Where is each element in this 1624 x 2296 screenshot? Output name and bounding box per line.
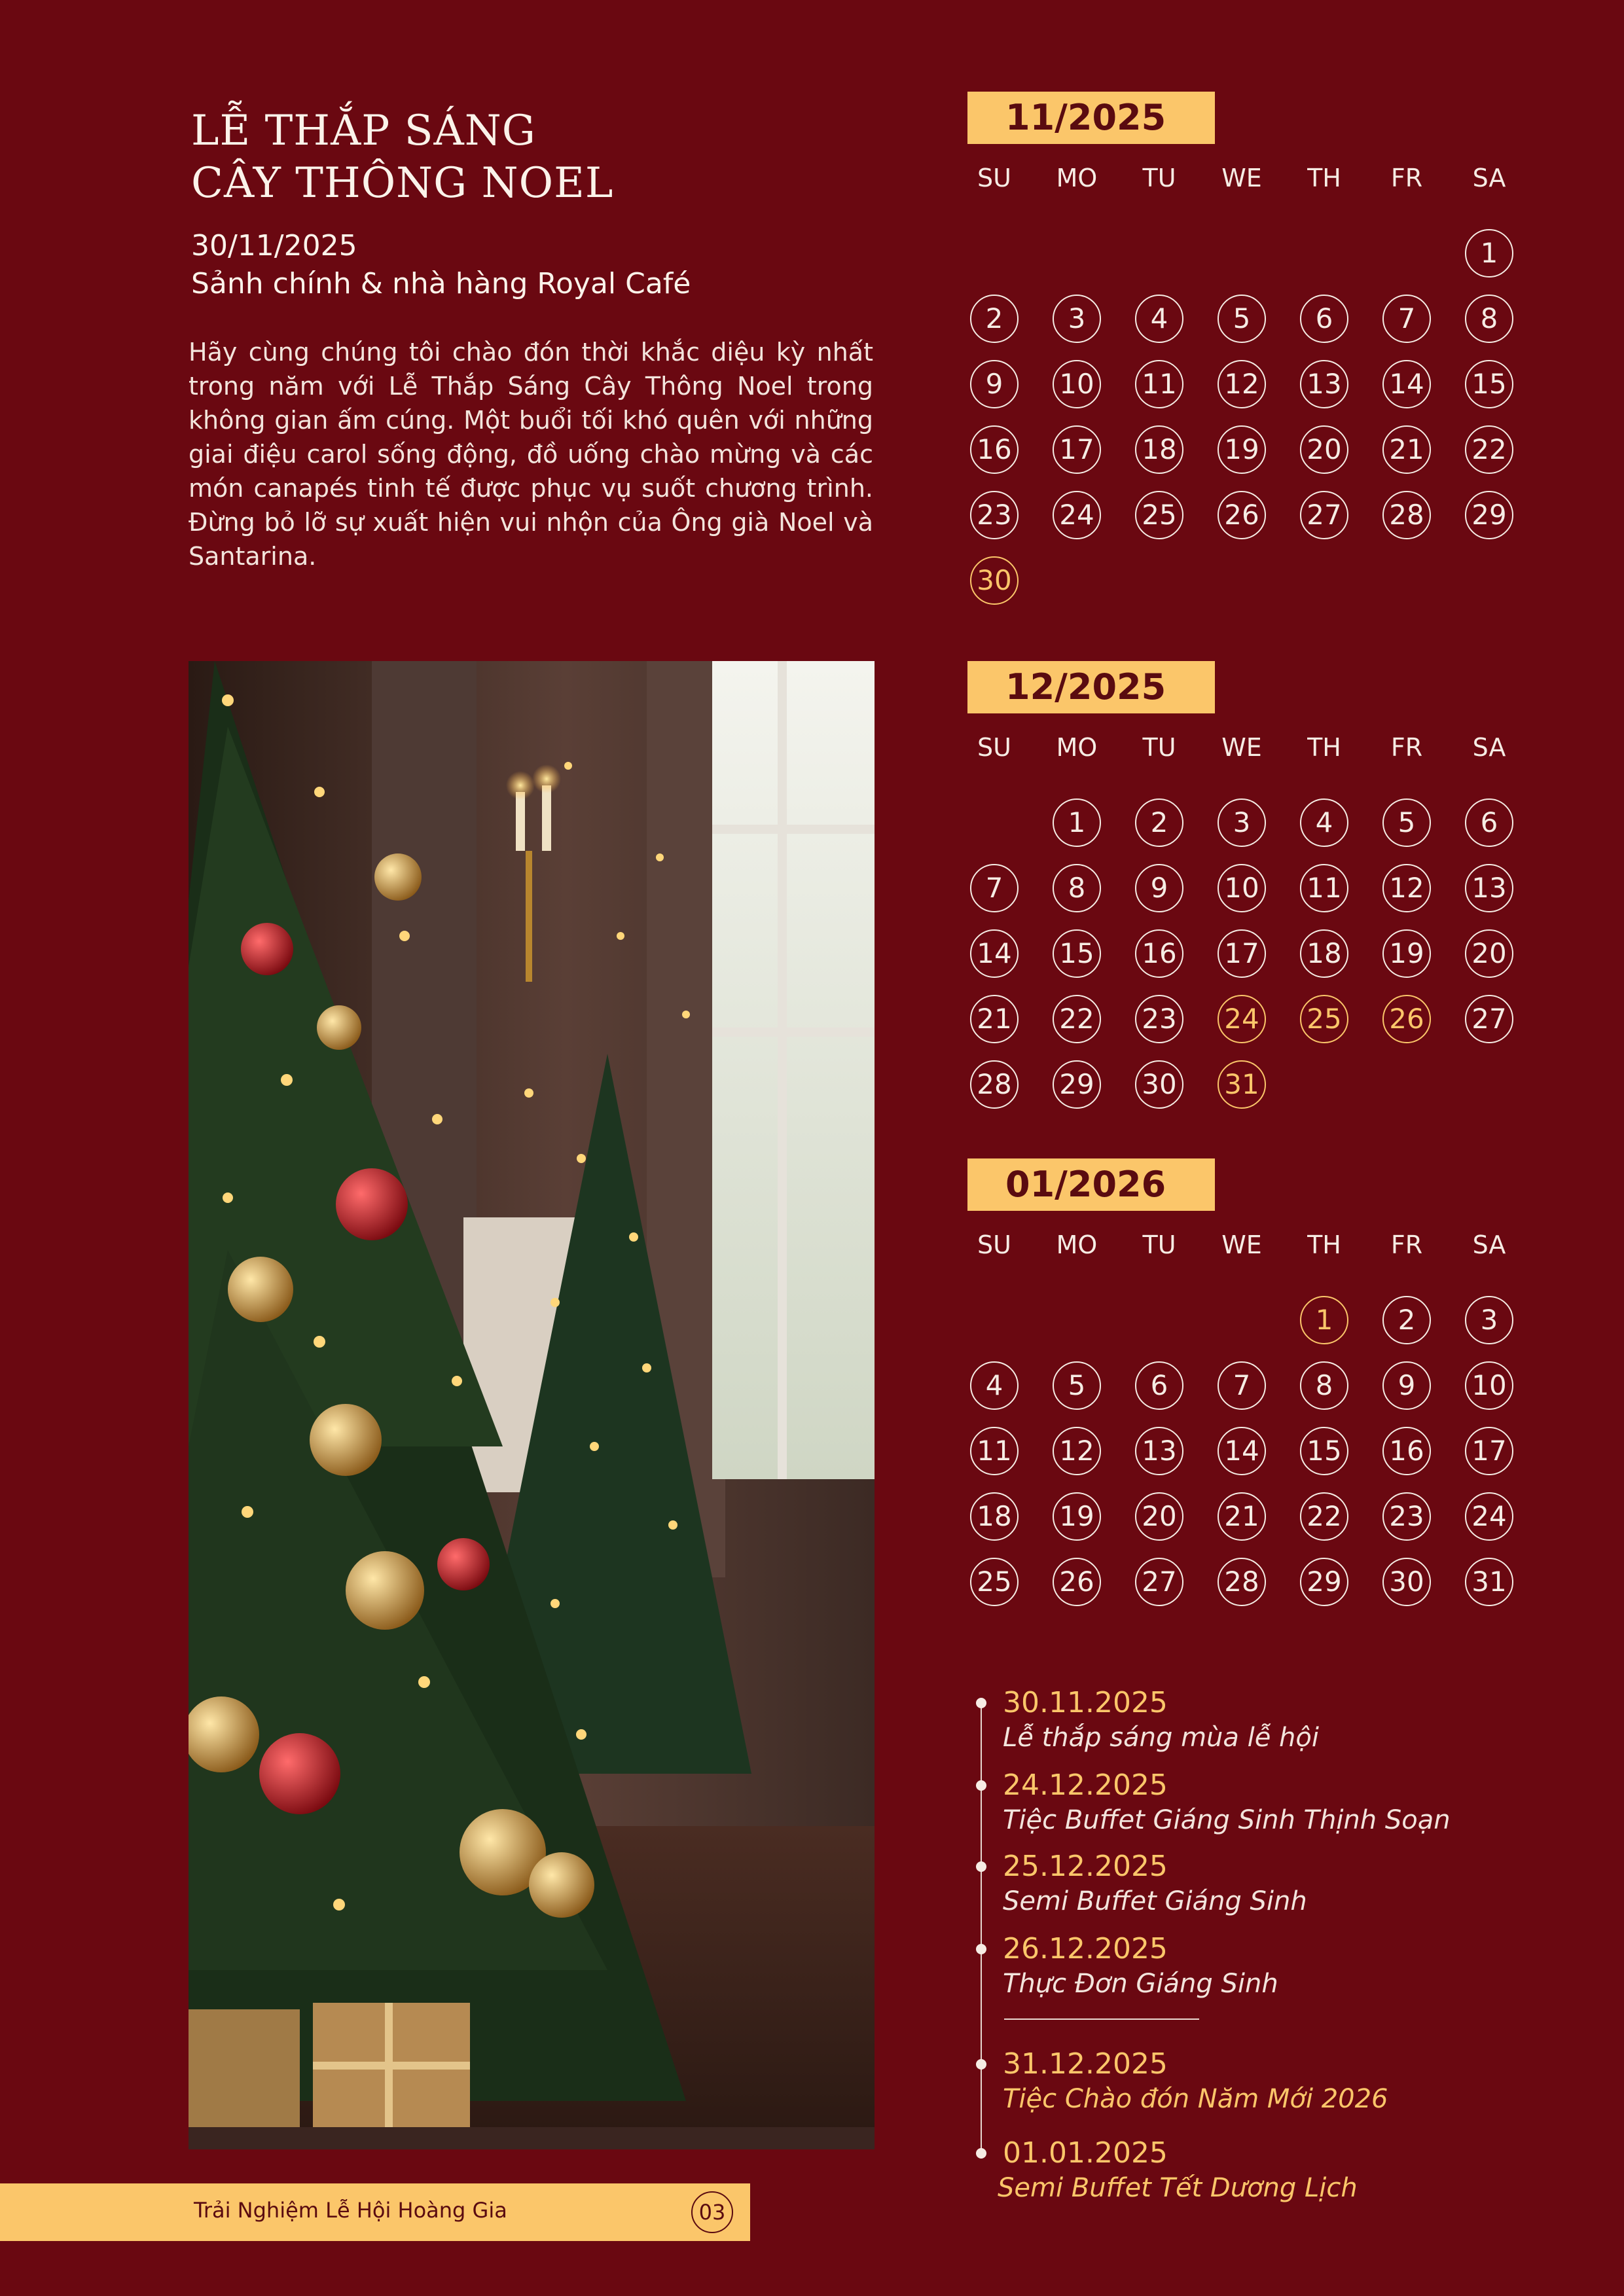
calendar-day: 5 [1218, 295, 1266, 343]
weekday-label: TU [1142, 164, 1176, 192]
timeline-date: 30.11.2025 [1003, 1686, 1168, 1719]
timeline-event-name: Semi Buffet Tết Dương Lịch [998, 2173, 1358, 2203]
calendar-day: 22 [1053, 995, 1101, 1043]
calendar-day: 4 [1135, 295, 1183, 343]
calendar-day: 4 [970, 1361, 1019, 1410]
calendar-day: 10 [1053, 360, 1101, 408]
calendar-day: 17 [1465, 1427, 1513, 1475]
calendar-day: 28 [1382, 491, 1431, 539]
timeline-dot [976, 1944, 986, 1954]
calendar-month-label: 01/2026 [967, 1158, 1215, 1211]
event-title-line-2: CÂY THÔNG NOEL [191, 159, 614, 207]
calendar-day: 24 [1465, 1492, 1513, 1541]
calendar-day: 27 [1135, 1558, 1183, 1606]
calendar-day: 29 [1465, 491, 1513, 539]
timeline-date: 24.12.2025 [1003, 1768, 1168, 1802]
calendar-day: 2 [970, 295, 1019, 343]
calendar-day: 16 [1382, 1427, 1431, 1475]
calendar-day: 18 [970, 1492, 1019, 1541]
calendar-day: 12 [1053, 1427, 1101, 1475]
timeline-line [981, 1700, 982, 2159]
weekday-label: TU [1142, 733, 1176, 762]
calendar-day: 8 [1465, 295, 1513, 343]
timeline-event-name: Semi Buffet Giáng Sinh [1003, 1886, 1307, 1916]
calendar-day: 27 [1465, 995, 1513, 1043]
calendar-day: 25 [1300, 995, 1348, 1043]
weekday-label: TH [1307, 164, 1341, 192]
calendar-day: 9 [1135, 864, 1183, 912]
calendar-day: 18 [1135, 425, 1183, 474]
calendar-day: 3 [1053, 295, 1101, 343]
weekday-label: FR [1390, 164, 1423, 192]
calendar-day: 23 [970, 491, 1019, 539]
weekday-label: SU [977, 1230, 1011, 1259]
calendar-day: 7 [970, 864, 1019, 912]
weekday-label: SU [977, 733, 1011, 762]
timeline-date: 01.01.2025 [1003, 2136, 1168, 2170]
timeline-dot [976, 1780, 986, 1791]
calendar-day: 24 [1218, 995, 1266, 1043]
calendar-day: 22 [1465, 425, 1513, 474]
calendar-day: 1 [1465, 229, 1513, 278]
weekday-label: TH [1307, 733, 1341, 762]
calendar-day: 15 [1300, 1427, 1348, 1475]
calendar-day: 21 [1382, 425, 1431, 474]
calendar-day: 20 [1300, 425, 1348, 474]
calendar-day: 5 [1382, 798, 1431, 847]
weekday-label: FR [1390, 733, 1423, 762]
event-description: Hãy cùng chúng tôi chào đón thời khắc diệu kỳ nhất trong năm với Lễ Thắp Sáng Cây Thông Noel trong không gian ấm cúng. Một buổi tối khó quên với những giai điệu carol sống động, đồ uống chào mừng và các món canapés tinh tế được phục vụ suốt chương trình. Đừng bỏ lỡ sự xuất hiện vui nhộn của Ông già Noel và Santarina. [189, 338, 873, 571]
calendar-day: 22 [1300, 1492, 1348, 1541]
calendar-day: 8 [1053, 864, 1101, 912]
weekday-label: SU [977, 164, 1011, 192]
weekday-label: WE [1221, 733, 1262, 762]
calendar-day: 15 [1053, 929, 1101, 978]
calendar-day: 20 [1135, 1492, 1183, 1541]
calendar-day: 8 [1300, 1361, 1348, 1410]
weekday-label: FR [1390, 1230, 1423, 1259]
weekday-label: WE [1221, 164, 1262, 192]
weekday-label: SA [1472, 1230, 1506, 1259]
calendar-day: 23 [1135, 995, 1183, 1043]
footer-title: Trải Nghiệm Lễ Hội Hoàng Gia [194, 2198, 507, 2223]
weekday-label: SA [1472, 733, 1506, 762]
christmas-tree-photo [189, 661, 875, 2149]
calendar-day: 1 [1053, 798, 1101, 847]
calendar-day: 6 [1465, 798, 1513, 847]
calendar-day: 7 [1218, 1361, 1266, 1410]
weekday-label: SA [1472, 164, 1506, 192]
calendar-day: 26 [1218, 491, 1266, 539]
calendar-day: 24 [1053, 491, 1101, 539]
calendar-day: 19 [1218, 425, 1266, 474]
calendar-day: 17 [1218, 929, 1266, 978]
calendar-day: 28 [970, 1060, 1019, 1109]
calendar-day: 23 [1382, 1492, 1431, 1541]
event-date: 30/11/2025 [191, 229, 357, 262]
calendar-day: 9 [1382, 1361, 1431, 1410]
calendar-day: 15 [1465, 360, 1513, 408]
calendar-day: 12 [1382, 864, 1431, 912]
calendar-day: 1 [1300, 1296, 1348, 1344]
event-title-line-1: LỄ THẮP SÁNG [191, 107, 536, 155]
calendar-day: 20 [1465, 929, 1513, 978]
calendar-day: 26 [1382, 995, 1431, 1043]
calendar-day: 25 [970, 1558, 1019, 1606]
timeline-dot [976, 2059, 986, 2070]
calendar-day: 21 [970, 995, 1019, 1043]
calendar-day: 19 [1382, 929, 1431, 978]
event-title [191, 105, 846, 209]
page-number: 03 [691, 2191, 733, 2233]
calendar-day: 9 [970, 360, 1019, 408]
calendar-day: 12 [1218, 360, 1266, 408]
timeline-event-name: Lễ thắp sáng mùa lễ hội [1003, 1723, 1319, 1753]
calendar-day: 14 [970, 929, 1019, 978]
calendar-day: 29 [1053, 1060, 1101, 1109]
calendar-day: 4 [1300, 798, 1348, 847]
calendar-day: 11 [1135, 360, 1183, 408]
event-venue: Sảnh chính & nhà hàng Royal Café [191, 267, 691, 300]
calendar-day: 13 [1465, 864, 1513, 912]
calendar-day: 30 [1382, 1558, 1431, 1606]
calendar-day: 31 [1218, 1060, 1266, 1109]
calendar-day: 18 [1300, 929, 1348, 978]
calendar-day: 14 [1218, 1427, 1266, 1475]
timeline-dot [976, 1698, 986, 1708]
calendar-day: 21 [1218, 1492, 1266, 1541]
calendar-day: 10 [1465, 1361, 1513, 1410]
calendar-day: 25 [1135, 491, 1183, 539]
weekday-label: MO [1056, 164, 1098, 192]
timeline-dot [976, 2148, 986, 2159]
calendar-day: 11 [970, 1427, 1019, 1475]
calendar-day: 5 [1053, 1361, 1101, 1410]
calendar-day: 27 [1300, 491, 1348, 539]
timeline-event-name: Tiệc Buffet Giáng Sinh Thịnh Soạn [1003, 1805, 1451, 1835]
calendar-day: 31 [1465, 1558, 1513, 1606]
calendar-day: 17 [1053, 425, 1101, 474]
footer-bar [0, 2183, 750, 2241]
calendar-day: 6 [1300, 295, 1348, 343]
timeline-dot [976, 1861, 986, 1872]
calendar-day: 3 [1218, 798, 1266, 847]
calendar-day: 10 [1218, 864, 1266, 912]
calendar-day: 14 [1382, 360, 1431, 408]
timeline-separator [1004, 2018, 1199, 2020]
calendar-day: 19 [1053, 1492, 1101, 1541]
calendar-day: 13 [1135, 1427, 1183, 1475]
calendar-day: 28 [1218, 1558, 1266, 1606]
weekday-label: TU [1142, 1230, 1176, 1259]
timeline-event-name: Tiệc Chào đón Năm Mới 2026 [1003, 2084, 1388, 2114]
calendar-day: 26 [1053, 1558, 1101, 1606]
calendar-day: 13 [1300, 360, 1348, 408]
timeline-date: 26.12.2025 [1003, 1932, 1168, 1965]
weekday-label: WE [1221, 1230, 1262, 1259]
calendar-month-label: 12/2025 [967, 661, 1215, 713]
calendar-day: 2 [1135, 798, 1183, 847]
calendar-day: 30 [1135, 1060, 1183, 1109]
calendar-day: 2 [1382, 1296, 1431, 1344]
calendar-day: 6 [1135, 1361, 1183, 1410]
weekday-label: MO [1056, 733, 1098, 762]
calendar-day: 11 [1300, 864, 1348, 912]
calendar-day: 16 [1135, 929, 1183, 978]
weekday-label: MO [1056, 1230, 1098, 1259]
timeline-date: 25.12.2025 [1003, 1850, 1168, 1883]
timeline-event-name: Thực Đơn Giáng Sinh [1003, 1969, 1278, 1999]
calendar-month-label: 11/2025 [967, 92, 1215, 144]
calendar-day: 16 [970, 425, 1019, 474]
weekday-label: TH [1307, 1230, 1341, 1259]
calendar-day: 3 [1465, 1296, 1513, 1344]
calendar-day: 29 [1300, 1558, 1348, 1606]
timeline-date: 31.12.2025 [1003, 2047, 1168, 2081]
calendar-day: 30 [970, 556, 1019, 605]
calendar-day: 7 [1382, 295, 1431, 343]
